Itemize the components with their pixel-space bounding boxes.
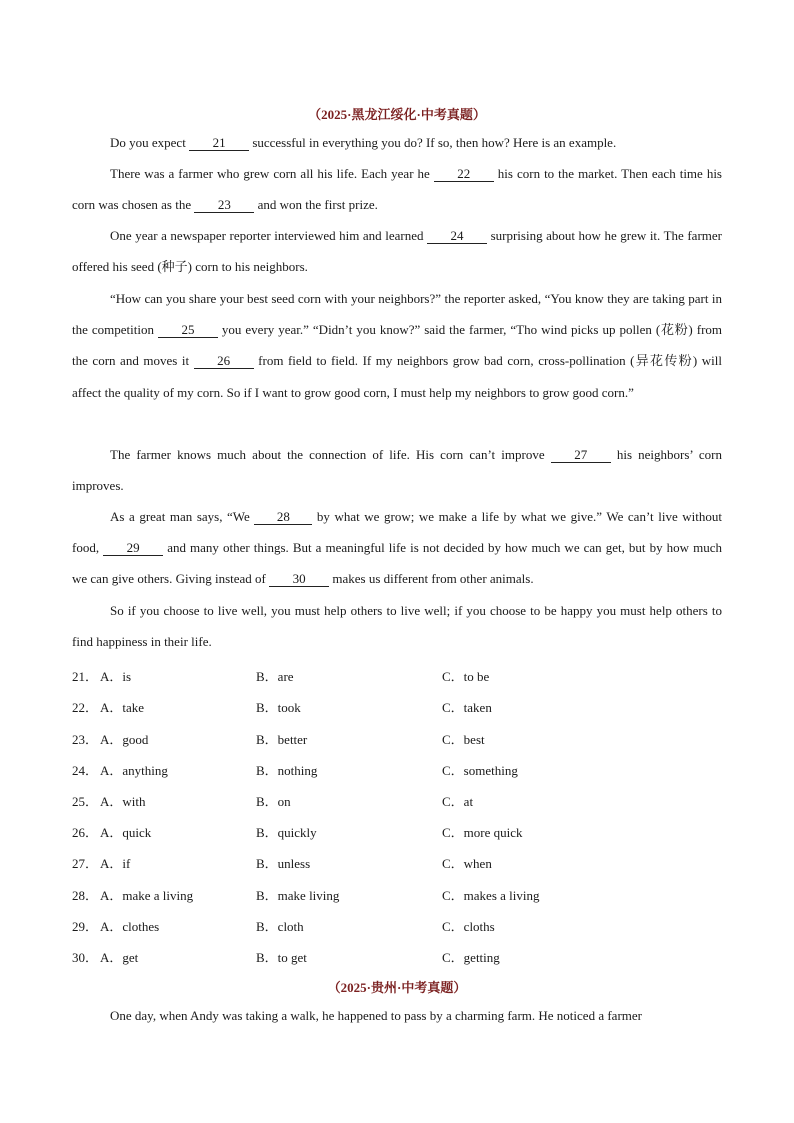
option-row-25 <box>72 791 722 811</box>
option-row-28 <box>72 885 722 905</box>
passage2-paragraph-1: One day, when Andy was taking a walk, he happened to pass by a charming farm. He noticed a farmer <box>110 1008 642 1023</box>
option-a[interactable]: A．is <box>100 669 132 684</box>
blank-29[interactable]: 29 <box>103 540 163 556</box>
question-number: 26． <box>72 825 99 840</box>
option-row-27 <box>72 853 722 873</box>
option-a[interactable]: A．with <box>100 794 146 809</box>
question-number: 29． <box>72 919 99 934</box>
option-c[interactable]: C．best <box>442 732 485 747</box>
blank-30[interactable]: 30 <box>269 571 329 587</box>
option-a[interactable]: A．quick <box>100 825 152 840</box>
option-b[interactable]: B．unless <box>256 856 311 871</box>
option-a[interactable]: A．good <box>100 732 149 747</box>
question-number: 30． <box>72 950 99 965</box>
option-c[interactable]: C．taken <box>442 700 492 715</box>
question-number: 21． <box>72 669 99 684</box>
question-number: 24． <box>72 763 99 778</box>
passage1-paragraph-4: “How can you share your best seed corn with your neighbors?” the reporter asked, “You know they are taking part in the competition 25 you every year.” “Didn’t you know?” said the farmer, “Tho wind picks up pollen (花粉) from the corn and moves it 26 from field to field. If my neighbors grow bad corn, cross-pollination (异花传粉) will affect the quality of my corn. So if I want to grow good corn, I must help my neighbors to grow good corn.” <box>72 291 723 400</box>
question-number: 22． <box>72 700 99 715</box>
option-c[interactable]: C．at <box>442 794 474 809</box>
option-b[interactable]: B．to get <box>256 950 307 965</box>
option-row-29 <box>72 916 722 936</box>
passage1-paragraph-7: So if you choose to live well, you must help others to live well; if you choose to be happy you must help others to find happiness in their life. <box>72 603 722 650</box>
option-a[interactable]: A．get <box>100 950 139 965</box>
option-b[interactable]: B．quickly <box>256 825 317 840</box>
option-b[interactable]: B．took <box>256 700 301 715</box>
blank-22[interactable]: 22 <box>434 166 494 182</box>
option-row-21 <box>72 666 722 686</box>
option-b[interactable]: B．cloth <box>256 919 304 934</box>
passage1-paragraph-1: Do you expect 21 successful in everything you do? If so, then how? Here is an example. <box>110 135 617 150</box>
option-c[interactable]: C．getting <box>442 950 500 965</box>
blank-27[interactable]: 27 <box>551 447 611 463</box>
blank-26[interactable]: 26 <box>194 353 254 369</box>
blank-23[interactable]: 23 <box>194 197 254 213</box>
option-b[interactable]: B．better <box>256 732 308 747</box>
option-c[interactable]: C．makes a living <box>442 888 540 903</box>
blank-28[interactable]: 28 <box>254 509 312 525</box>
option-b[interactable]: B．make living <box>256 888 340 903</box>
option-a[interactable]: A．take <box>100 700 145 715</box>
option-c[interactable]: C．when <box>442 856 492 871</box>
passage1-paragraph-2: There was a farmer who grew corn all his life. Each year he 22 his corn to the market. Then each time his corn was chosen as the 23 and won the first prize. <box>72 166 722 213</box>
option-c[interactable]: C．to be <box>442 669 490 684</box>
option-c[interactable]: C．cloths <box>442 919 495 934</box>
blank-24[interactable]: 24 <box>427 228 487 244</box>
option-c[interactable]: C．something <box>442 763 518 778</box>
option-row-22 <box>72 697 722 717</box>
option-a[interactable]: A．clothes <box>100 919 160 934</box>
option-a[interactable]: A．make a living <box>100 888 194 903</box>
option-row-26 <box>72 822 722 842</box>
option-c[interactable]: C．more quick <box>442 825 523 840</box>
passage1-paragraph-3: One year a newspaper reporter interviewed him and learned 24 surprising about how he grew it. The farmer offered his seed (种子) corn to his neighbors. <box>72 228 722 275</box>
section-source-1: （2025·黑龙江绥化·中考真题） <box>308 107 486 122</box>
option-row-23 <box>72 729 722 749</box>
question-number: 27． <box>72 856 99 871</box>
question-number: 25． <box>72 794 99 809</box>
option-a[interactable]: A．if <box>100 856 131 871</box>
blank-25[interactable]: 25 <box>158 322 218 338</box>
question-number: 23． <box>72 732 99 747</box>
option-row-24 <box>72 760 722 780</box>
blank-21[interactable]: 21 <box>189 135 249 151</box>
passage1-paragraph-6: As a great man says, “We 28 by what we grow; we make a life by what we give.” We can’t live without food, 29 and many other things. But a meaningful life is not decided by how much we can get, but by how much we can give others. Giving instead of 30 makes us different from other animals. <box>72 509 722 587</box>
section-source-2: （2025·贵州·中考真题） <box>327 980 467 995</box>
question-number: 28． <box>72 888 99 903</box>
option-b[interactable]: B．are <box>256 669 294 684</box>
option-b[interactable]: B．nothing <box>256 763 318 778</box>
passage1-paragraph-5: The farmer knows much about the connection of life. His corn can’t improve 27 his neighbors’ corn improves. <box>72 447 722 494</box>
option-a[interactable]: A．anything <box>100 763 168 778</box>
option-b[interactable]: B．on <box>256 794 291 809</box>
option-row-30 <box>72 947 722 967</box>
